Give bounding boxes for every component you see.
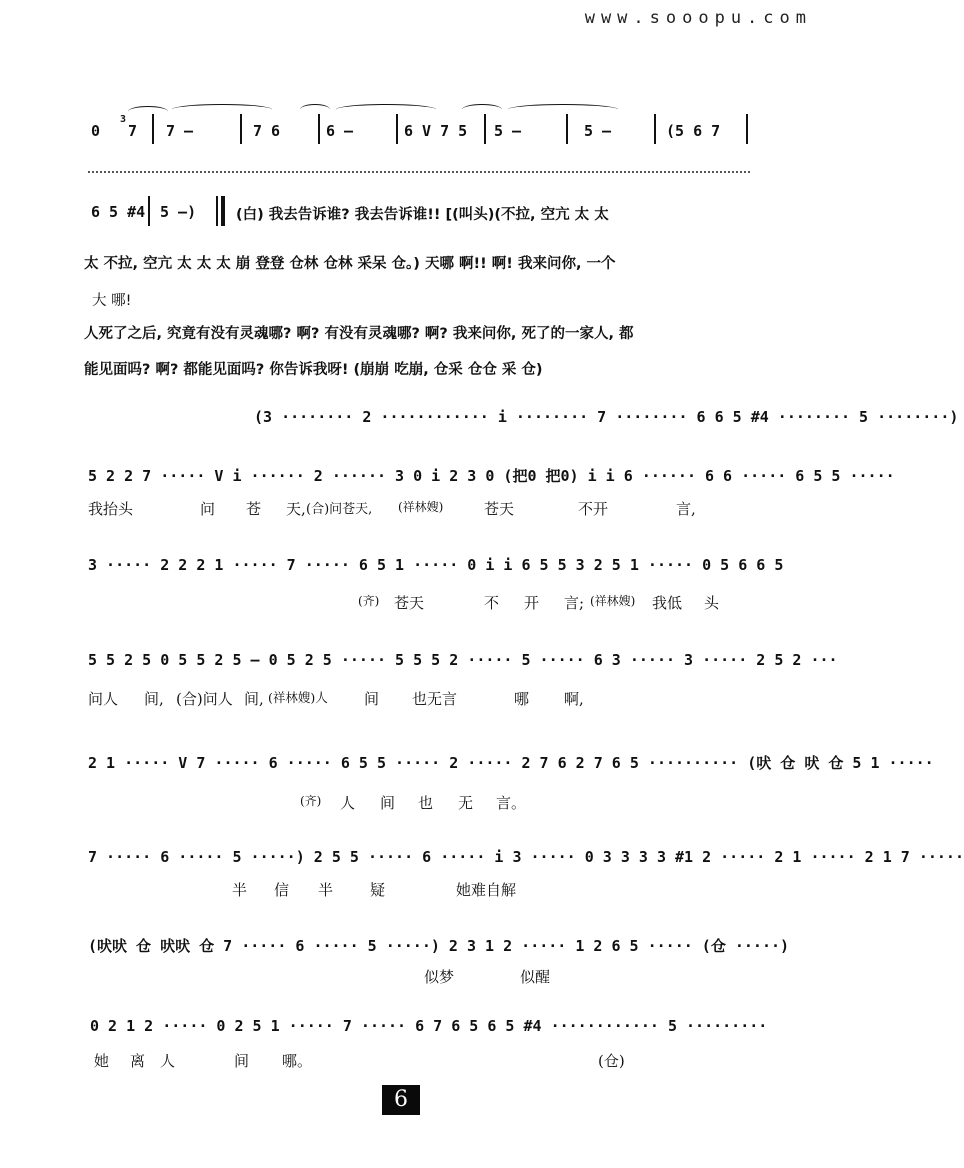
lyrics-row-14 — [0, 1050, 826, 1074]
note: 7 6 — [253, 122, 281, 140]
lyric: 似醒 — [520, 968, 551, 986]
notation-row-2 — [0, 203, 826, 227]
note: (5 6 7 — [666, 122, 721, 140]
slur — [336, 104, 436, 115]
notation-row-8 — [0, 465, 895, 489]
note: 7 — — [166, 122, 194, 140]
spoken-text: 能见面吗? 啊? 都能见面吗? 你告诉我呀! (崩崩 吃崩, 仓采 仓仓 采 仓) — [84, 362, 543, 378]
lyric: 天, — [286, 500, 306, 518]
lyric: 我抬头 — [88, 500, 134, 518]
melody-notes: 2 1 ····· V 7 ····· 6 ····· 6 5 5 ····· 2 ····· 2 7 6 2 7 6 5 ·········· (吠 仓 吠 仓 5 1 ····· — [88, 754, 934, 772]
lyric: 离 — [130, 1052, 146, 1070]
note-group: 6 5 #4 — [91, 203, 146, 221]
lyric: 言, — [676, 500, 696, 518]
lyric: 苍天 — [394, 594, 425, 612]
double-bar-line — [216, 196, 218, 226]
lyric: 半 — [318, 881, 334, 899]
lyrics-row-12 — [0, 879, 826, 903]
lyric: (齐) — [358, 594, 380, 608]
lyric: 也 — [418, 794, 434, 812]
lyric: 半 — [232, 881, 248, 899]
lyric: (合)问人 — [176, 690, 233, 708]
notation-row-14 — [0, 1017, 826, 1041]
spoken-text: (白) 我去告诉谁? 我去告诉谁!! [(叫头)(不拉, 空亢 太 太 — [236, 207, 609, 223]
notation-row-12 — [0, 848, 964, 872]
slur — [172, 104, 272, 115]
text-row-5 — [0, 322, 826, 346]
melody-notes: 0 2 1 2 ····· 0 2 5 1 ····· 7 ····· 6 7 6 5 6 5 #4 ············ 5 ········· — [90, 1017, 768, 1035]
lyric: 信 — [274, 881, 290, 899]
melody-notes: (吠吠 仓 吠吠 仓 7 ····· 6 ····· 5 ·····) 2 3 1 2 ····· 1 2 6 5 ····· (仓 ·····) — [88, 937, 790, 955]
lyric: 人 — [340, 794, 356, 812]
lyric: (祥林嫂) — [398, 500, 444, 514]
lyric: 间 — [234, 1052, 250, 1070]
notation-row-9 — [0, 556, 826, 580]
lyric: 间 — [364, 690, 380, 708]
lyric: 我低 — [652, 594, 683, 612]
bar-line — [240, 114, 242, 144]
bar-line — [746, 114, 748, 144]
text-row-3 — [0, 252, 826, 276]
lyric: (祥林嫂) — [590, 594, 636, 608]
bar-line — [152, 114, 154, 144]
note: 5 — — [494, 122, 522, 140]
lyrics-row-8 — [0, 498, 826, 522]
lyrics-row-11 — [0, 792, 826, 816]
bar-line — [484, 114, 486, 144]
bar-line — [566, 114, 568, 144]
bar-line — [318, 114, 320, 144]
lyric: (仓) — [598, 1052, 625, 1070]
system-divider — [88, 171, 750, 173]
note: 5 — — [584, 122, 612, 140]
lyric: 间, — [244, 690, 264, 708]
text-row-6 — [0, 358, 826, 382]
lyric: 开 — [524, 594, 540, 612]
lyric: (合)问苍天, — [306, 502, 373, 517]
lyric: 苍天 — [484, 500, 515, 518]
notation-row-13 — [0, 935, 826, 959]
melody-notes: 5 2 2 7 ····· V i ······ 2 ······ 3 0 i 2 3 0 (把0 把0) i i 6 ······ 6 6 ····· 6 5 5 ····· — [88, 467, 895, 485]
lyric: 间, — [144, 690, 164, 708]
lyric: 头 — [704, 594, 720, 612]
slur — [128, 106, 168, 117]
notation-row-7 — [0, 408, 959, 432]
text-row-4 — [0, 289, 826, 313]
lyric: 啊, — [564, 690, 584, 708]
lyric: 苍 — [246, 500, 262, 518]
grace-note: 3 — [120, 114, 127, 125]
note: 0 — [91, 122, 101, 140]
lyric: 似梦 — [424, 968, 455, 986]
melody-notes: 5 5 2 5 0 5 5 2 5 — 0 5 2 5 ····· 5 5 5 2 ····· 5 ····· 6 3 ····· 3 ····· 2 5 2 ··· — [88, 651, 838, 669]
note-group: 5 —) — [160, 203, 197, 221]
bar-line — [148, 196, 150, 226]
slur — [300, 104, 330, 115]
lyric: 言。 — [496, 794, 527, 812]
lyrics-row-9 — [0, 592, 826, 616]
notation-row-1 — [0, 114, 826, 146]
website-watermark: www.sooopu.com — [584, 8, 812, 28]
lyrics-row-13 — [0, 966, 826, 990]
note: 7 — [128, 122, 138, 140]
melody-notes: 7 ····· 6 ····· 5 ·····) 2 5 5 ····· 6 ····· i 3 ····· 0 3 3 3 3 #1 2 ····· 2 1 ····· 2 1 7 ····· — [88, 848, 964, 866]
lyric: 无 — [458, 794, 474, 812]
lyric: 她 — [94, 1052, 110, 1070]
spoken-text: 太 不拉, 空亢 太 太 太 崩 登登 仓林 仓林 采呆 仓。) 天哪 啊!! 啊! 我来问你, 一个 — [84, 256, 616, 272]
page-number: 6 — [382, 1085, 420, 1115]
lyric: 她难自解 — [456, 881, 517, 899]
spoken-text: 大 哪! — [92, 293, 132, 309]
interlude-notes: (3 ········ 2 ············ i ········ 7 ········ 6 6 5 #4 ········ 5 ········) — [254, 408, 959, 426]
note: 6 — — [326, 122, 354, 140]
lyric: (齐) — [300, 794, 322, 808]
lyric: 人 — [160, 1052, 176, 1070]
melody-notes: 3 ····· 2 2 2 1 ····· 7 ····· 6 5 1 ····· 0 i i 6 5 5 3 2 5 1 ····· 0 5 6 6 5 — [88, 556, 784, 574]
spoken-text: 人死了之后, 究竟有没有灵魂哪? 啊? 有没有灵魂哪? 啊? 我来问你, 死了的一家人, 都 — [84, 326, 634, 342]
lyric: 哪。 — [282, 1052, 313, 1070]
lyrics-row-10 — [0, 688, 826, 712]
note: 6 V 7 5 — [404, 122, 468, 140]
notation-row-10 — [0, 651, 838, 675]
lyric: 言; — [564, 594, 585, 612]
lyric: 不开 — [578, 500, 609, 518]
bar-line — [396, 114, 398, 144]
slur — [508, 104, 618, 115]
double-bar-line — [221, 196, 225, 226]
lyric: 问人 — [88, 690, 119, 708]
lyric: (祥林嫂)人 — [268, 690, 328, 705]
notation-row-11 — [0, 752, 934, 776]
lyric: 不 — [484, 594, 500, 612]
lyric: 哪 — [514, 690, 530, 708]
lyric: 也无言 — [412, 690, 458, 708]
lyric: 问 — [200, 500, 216, 518]
bar-line — [654, 114, 656, 144]
lyric: 疑 — [370, 881, 386, 899]
lyric: 间 — [380, 794, 396, 812]
slur — [462, 104, 502, 115]
